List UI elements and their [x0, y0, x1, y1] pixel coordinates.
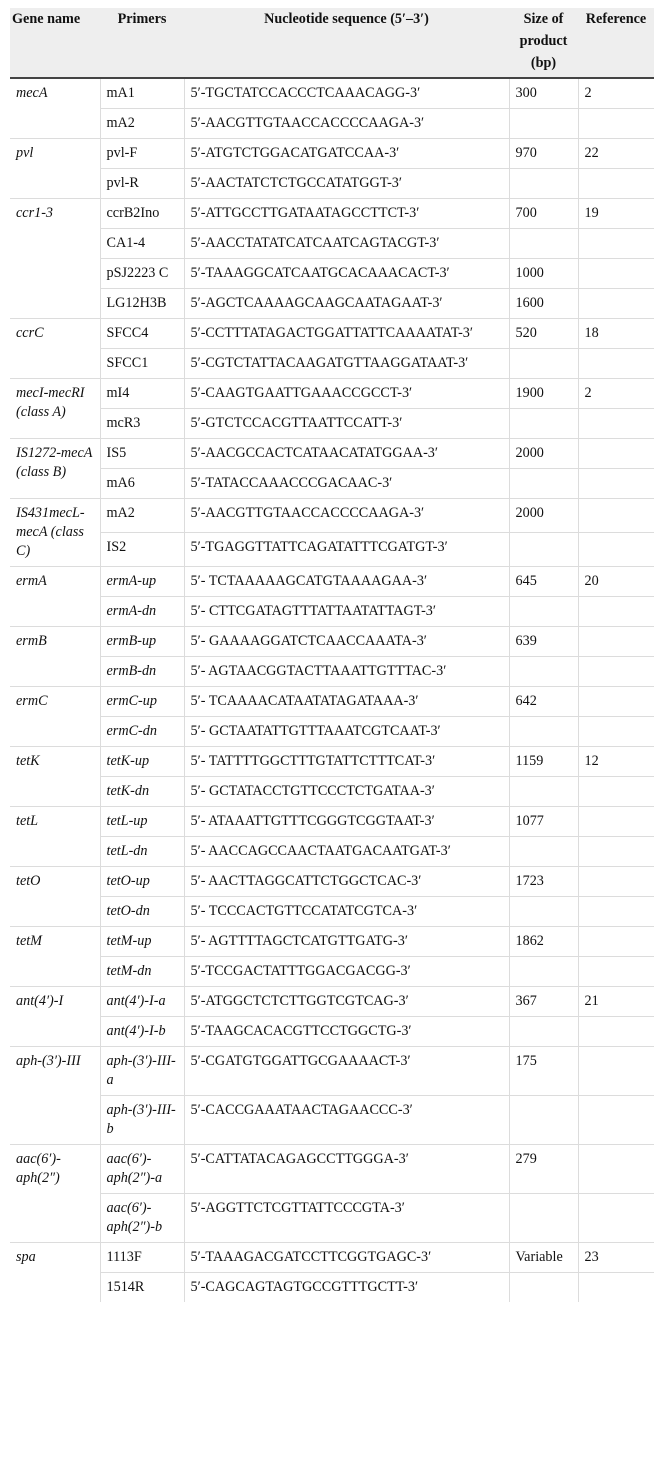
table-row: [10, 867, 654, 897]
primer-name-cell: LG12H3B: [100, 289, 184, 319]
product-size-cell: 279: [509, 1145, 578, 1194]
table-row: [10, 499, 654, 533]
nucleotide-sequence-cell: 5′-ATTGCCTTGATAATAGCCTTCT-3′: [184, 199, 509, 229]
product-size-cell: [509, 837, 578, 867]
product-size-cell: 2000: [509, 439, 578, 469]
nucleotide-sequence-cell: 5′-CGATGTGGATTGCGAAAACT-3′: [184, 1047, 509, 1096]
primer-name-cell: SFCC4: [100, 319, 184, 349]
table-row: [10, 169, 654, 199]
table-row: [10, 807, 654, 837]
table-row: [10, 927, 654, 957]
reference-cell: 12: [578, 747, 654, 777]
product-size-cell: 1900: [509, 379, 578, 409]
table-row: [10, 1273, 654, 1303]
nucleotide-sequence-cell: 5′-TATACCAAACCCGACAAC-3′: [184, 469, 509, 499]
nucleotide-sequence-cell: 5′-ATGTCTGGACATGATCCAA-3′: [184, 139, 509, 169]
reference-cell: [578, 837, 654, 867]
nucleotide-sequence-cell: 5′-CCTTTATAGACTGGATTATTCAAAATAT-3′: [184, 319, 509, 349]
product-size-cell: [509, 1194, 578, 1243]
primer-name-cell: tetM-up: [100, 927, 184, 957]
nucleotide-sequence-cell: 5′-TGCTATCCACCCTCAAACAGG-3′: [184, 78, 509, 109]
table-row: [10, 1017, 654, 1047]
primer-name-cell: mA2: [100, 499, 184, 533]
reference-cell: [578, 439, 654, 469]
primer-name-cell: tetM-dn: [100, 957, 184, 987]
nucleotide-sequence-cell: 5′- TCAAAACATAATATAGATAAA-3′: [184, 687, 509, 717]
reference-cell: 18: [578, 319, 654, 349]
table-row: [10, 747, 654, 777]
reference-cell: 20: [578, 567, 654, 597]
primer-name-cell: pvl-F: [100, 139, 184, 169]
primer-name-cell: ermC-dn: [100, 717, 184, 747]
primer-name-cell: CA1-4: [100, 229, 184, 259]
gene-name-cell: tetM: [10, 927, 100, 987]
nucleotide-sequence-cell: 5′- CTTCGATAGTTTATTAATATTAGT-3′: [184, 597, 509, 627]
primer-name-cell: ermB-up: [100, 627, 184, 657]
gene-name-cell: tetO: [10, 867, 100, 927]
table-row: [10, 837, 654, 867]
table-row: [10, 657, 654, 687]
nucleotide-sequence-cell: 5′-CAGCAGTAGTGCCGTTTGCTT-3′: [184, 1273, 509, 1303]
primer-name-cell: tetL-up: [100, 807, 184, 837]
primer-name-cell: aac(6′)-aph(2″)-b: [100, 1194, 184, 1243]
primer-name-cell: ermC-up: [100, 687, 184, 717]
header-product-size: Size of product (bp): [509, 8, 578, 78]
reference-cell: [578, 169, 654, 199]
gene-name-cell: mecI-mecRI (class A): [10, 379, 100, 439]
product-size-cell: [509, 469, 578, 499]
primer-name-cell: tetO-up: [100, 867, 184, 897]
primer-table-container: [10, 8, 654, 1302]
gene-name-cell: mecA: [16, 85, 48, 101]
header-gene-name: Gene name: [10, 8, 100, 78]
primer-name-cell: aph-(3′)-III-a: [100, 1047, 184, 1096]
primer-name-cell: aac(6′)-aph(2″)-a: [100, 1145, 184, 1194]
product-size-cell: 1000: [509, 259, 578, 289]
reference-cell: [578, 1096, 654, 1145]
reference-cell: [578, 957, 654, 987]
nucleotide-sequence-cell: 5′- AGTAACGGTACTTAAATTGTTTAC-3′: [184, 657, 509, 687]
product-size-cell: 1159: [509, 747, 578, 777]
table-row: [10, 139, 654, 169]
gene-name-cell: pvl: [10, 139, 100, 199]
table-row: [10, 78, 654, 109]
primer-name-cell: mA1: [100, 78, 184, 109]
product-size-cell: 700: [509, 199, 578, 229]
nucleotide-sequence-cell: 5′-AACGTTGTAACCACCCCAAGA-3′: [184, 499, 509, 533]
reference-cell: [578, 717, 654, 747]
product-size-cell: 645: [509, 567, 578, 597]
primer-name-cell: mA6: [100, 469, 184, 499]
reference-cell: 21: [578, 987, 654, 1017]
gene-name-cell: ermA: [10, 567, 100, 627]
table-row: [10, 469, 654, 499]
gene-name-cell: aac(6′)-aph(2″): [10, 1145, 100, 1243]
primer-name-cell: tetK-dn: [100, 777, 184, 807]
product-size-cell: [509, 1273, 578, 1303]
primer-name-cell: 1113F: [100, 1243, 184, 1273]
nucleotide-sequence-cell: 5′-AGGTTCTCGTTATTCCCGTA-3′: [184, 1194, 509, 1243]
product-size-cell: 1077: [509, 807, 578, 837]
primer-name-cell: aph-(3′)-III-b: [100, 1096, 184, 1145]
nucleotide-sequence-cell: 5′-CAAGTGAATTGAAACCGCCT-3′: [184, 379, 509, 409]
nucleotide-sequence-cell: 5′-CATTATACAGAGCCTTGGGA-3′: [184, 1145, 509, 1194]
nucleotide-sequence-cell: 5′-AGCTCAAAAGCAAGCAATAGAAT-3′: [184, 289, 509, 319]
nucleotide-sequence-cell: 5′- GAAAAGGATCTCAACCAAATA-3′: [184, 627, 509, 657]
nucleotide-sequence-cell: 5′- TATTTTGGCTTTGTATTCTTTCAT-3′: [184, 747, 509, 777]
product-size-cell: [509, 169, 578, 199]
nucleotide-sequence-cell: 5′- GCTATACCTGTTCCCTCTGATAA-3′: [184, 777, 509, 807]
gene-name-cell: IS431mecL-mecA (class C): [10, 499, 100, 567]
reference-cell: 19: [578, 199, 654, 229]
primer-name-cell: tetL-dn: [100, 837, 184, 867]
table-row: [10, 1243, 654, 1273]
table-row: [10, 717, 654, 747]
table-row: [10, 439, 654, 469]
reference-cell: [578, 627, 654, 657]
nucleotide-sequence-cell: 5′-AACTATCTCTGCCATATGGT-3′: [184, 169, 509, 199]
primer-name-cell: ermB-dn: [100, 657, 184, 687]
reference-cell: [578, 533, 654, 567]
primer-name-cell: pSJ2223 C: [100, 259, 184, 289]
nucleotide-sequence-cell: 5′-GTCTCCACGTTAATTCCATT-3′: [184, 409, 509, 439]
primer-name-cell: IS2: [100, 533, 184, 567]
reference-cell: 22: [578, 139, 654, 169]
nucleotide-sequence-cell: 5′- ATAAATTGTTTCGGGTCGGTAAT-3′: [184, 807, 509, 837]
nucleotide-sequence-cell: 5′- GCTAATATTGTTTAAATCGTCAAT-3′: [184, 717, 509, 747]
gene-name-cell: tetL: [10, 807, 100, 867]
table-row: [10, 777, 654, 807]
primer-name-cell: ermA-up: [100, 567, 184, 597]
nucleotide-sequence-cell: 5′-CGTCTATTACAAGATGTTAAGGATAAT-3′: [184, 349, 509, 379]
reference-cell: [578, 469, 654, 499]
reference-cell: [578, 109, 654, 139]
product-size-cell: [509, 349, 578, 379]
reference-cell: [578, 897, 654, 927]
product-size-cell: [509, 533, 578, 567]
nucleotide-sequence-cell: 5′-TAAGCACACGTTCCTGGCTG-3′: [184, 1017, 509, 1047]
product-size-cell: 639: [509, 627, 578, 657]
reference-cell: [578, 927, 654, 957]
product-size-cell: [509, 109, 578, 139]
primer-name-cell: mA2: [100, 109, 184, 139]
table-row: [10, 533, 654, 567]
reference-cell: [578, 1017, 654, 1047]
primer-name-cell: pvl-R: [100, 169, 184, 199]
product-size-cell: [509, 409, 578, 439]
product-size-cell: 1723: [509, 867, 578, 897]
nucleotide-sequence-cell: 5′- AGTTTTAGCTCATGTTGATG-3′: [184, 927, 509, 957]
product-size-cell: [509, 777, 578, 807]
reference-cell: 2: [578, 379, 654, 409]
product-size-cell: 175: [509, 1047, 578, 1096]
reference-cell: [578, 409, 654, 439]
primer-name-cell: mcR3: [100, 409, 184, 439]
primer-name-cell: tetO-dn: [100, 897, 184, 927]
gene-name-cell: aph-(3′)-III: [10, 1047, 100, 1145]
nucleotide-sequence-cell: 5′-AACGCCACTCATAACATATGGAA-3′: [184, 439, 509, 469]
table-header-row: [10, 8, 654, 78]
reference-cell: [578, 687, 654, 717]
reference-cell: [578, 259, 654, 289]
product-size-cell: 2000: [509, 499, 578, 533]
gene-name-cell: ccr1-3: [10, 199, 100, 319]
table-row: [10, 1096, 654, 1145]
gene-name-cell: ant(4′)-I: [10, 987, 100, 1047]
table-row: [10, 1194, 654, 1243]
table-row: [10, 1047, 654, 1096]
table-row: [10, 567, 654, 597]
table-row: [10, 379, 654, 409]
table-row: [10, 987, 654, 1017]
primer-name-cell: IS5: [100, 439, 184, 469]
gene-name-cell: IS1272-mecA (class B): [10, 439, 100, 499]
nucleotide-sequence-cell: 5′-AACGTTGTAACCACCCCAAGA-3′: [184, 109, 509, 139]
product-size-cell: [509, 1096, 578, 1145]
reference-cell: [578, 499, 654, 533]
header-nucleotide-sequence: Nucleotide sequence (5′–3′): [184, 8, 509, 78]
product-size-cell: [509, 957, 578, 987]
nucleotide-sequence-cell: 5′- TCCCACTGTTCCATATCGTCA-3′: [184, 897, 509, 927]
reference-cell: [578, 1145, 654, 1194]
header-primers: Primers: [100, 8, 184, 78]
reference-cell: [578, 229, 654, 259]
nucleotide-sequence-cell: 5′- AACTTAGGCATTCTGGCTCAC-3′: [184, 867, 509, 897]
primer-name-cell: ant(4′)-I-b: [100, 1017, 184, 1047]
reference-cell: [578, 1047, 654, 1096]
table-row: [10, 199, 654, 229]
reference-cell: [578, 807, 654, 837]
table-row: [10, 409, 654, 439]
reference-cell: [578, 289, 654, 319]
product-size-cell: [509, 597, 578, 627]
product-size-cell: 970: [509, 139, 578, 169]
table-body: [10, 78, 654, 1302]
product-size-cell: 367: [509, 987, 578, 1017]
product-size-cell: Variable: [509, 1243, 578, 1273]
nucleotide-sequence-cell: 5′-TGAGGTTATTCAGATATTTCGATGT-3′: [184, 533, 509, 567]
table-row: [10, 687, 654, 717]
nucleotide-sequence-cell: 5′-ATGGCTCTCTTGGTCGTCAG-3′: [184, 987, 509, 1017]
primer-name-cell: ant(4′)-I-a: [100, 987, 184, 1017]
product-size-cell: 642: [509, 687, 578, 717]
reference-cell: 2: [578, 78, 654, 109]
nucleotide-sequence-cell: 5′- AACCAGCCAACTAATGACAATGAT-3′: [184, 837, 509, 867]
nucleotide-sequence-cell: 5′-TAAAGACGATCCTTCGGTGAGC-3′: [184, 1243, 509, 1273]
gene-name-cell: ermC: [10, 687, 100, 747]
product-size-cell: [509, 229, 578, 259]
table-row: [10, 289, 654, 319]
gene-name-cell: ccrC: [10, 319, 100, 379]
reference-cell: [578, 597, 654, 627]
table-row: [10, 229, 654, 259]
gene-name-cell: spa: [10, 1243, 100, 1303]
table-row: [10, 1145, 654, 1194]
table-row: [10, 597, 654, 627]
nucleotide-sequence-cell: 5′-AACCTATATCATCAATCAGTACGT-3′: [184, 229, 509, 259]
nucleotide-sequence-cell: 5′- TCTAAAAAGCATGTAAAAGAA-3′: [184, 567, 509, 597]
product-size-cell: 1600: [509, 289, 578, 319]
reference-cell: [578, 777, 654, 807]
primer-name-cell: mI4: [100, 379, 184, 409]
primer-table: [10, 8, 654, 1302]
primer-name-cell: SFCC1: [100, 349, 184, 379]
header-reference: Reference: [578, 8, 654, 78]
reference-cell: [578, 1273, 654, 1303]
nucleotide-sequence-cell: 5′-TAAAGGCATCAATGCACAAACACT-3′: [184, 259, 509, 289]
primer-name-cell: 1514R: [100, 1273, 184, 1303]
product-size-cell: 1862: [509, 927, 578, 957]
reference-cell: 23: [578, 1243, 654, 1273]
reference-cell: [578, 349, 654, 379]
primer-name-cell: ermA-dn: [100, 597, 184, 627]
product-size-cell: 520: [509, 319, 578, 349]
table-row: [10, 259, 654, 289]
table-row: [10, 627, 654, 657]
table-row: [10, 897, 654, 927]
table-row: [10, 109, 654, 139]
primer-name-cell: ccrB2Ino: [100, 199, 184, 229]
reference-cell: [578, 867, 654, 897]
product-size-cell: 300: [509, 78, 578, 109]
gene-name-cell: ermB: [10, 627, 100, 687]
product-size-cell: [509, 1017, 578, 1047]
table-row: [10, 957, 654, 987]
product-size-cell: [509, 897, 578, 927]
product-size-cell: [509, 657, 578, 687]
table-row: [10, 349, 654, 379]
gene-name-cell: tetK: [10, 747, 100, 807]
reference-cell: [578, 657, 654, 687]
table-row: [10, 319, 654, 349]
reference-cell: [578, 1194, 654, 1243]
primer-name-cell: tetK-up: [100, 747, 184, 777]
nucleotide-sequence-cell: 5′-TCCGACTATTTGGACGACGG-3′: [184, 957, 509, 987]
nucleotide-sequence-cell: 5′-CACCGAAATAACTAGAACCC-3′: [184, 1096, 509, 1145]
product-size-cell: [509, 717, 578, 747]
